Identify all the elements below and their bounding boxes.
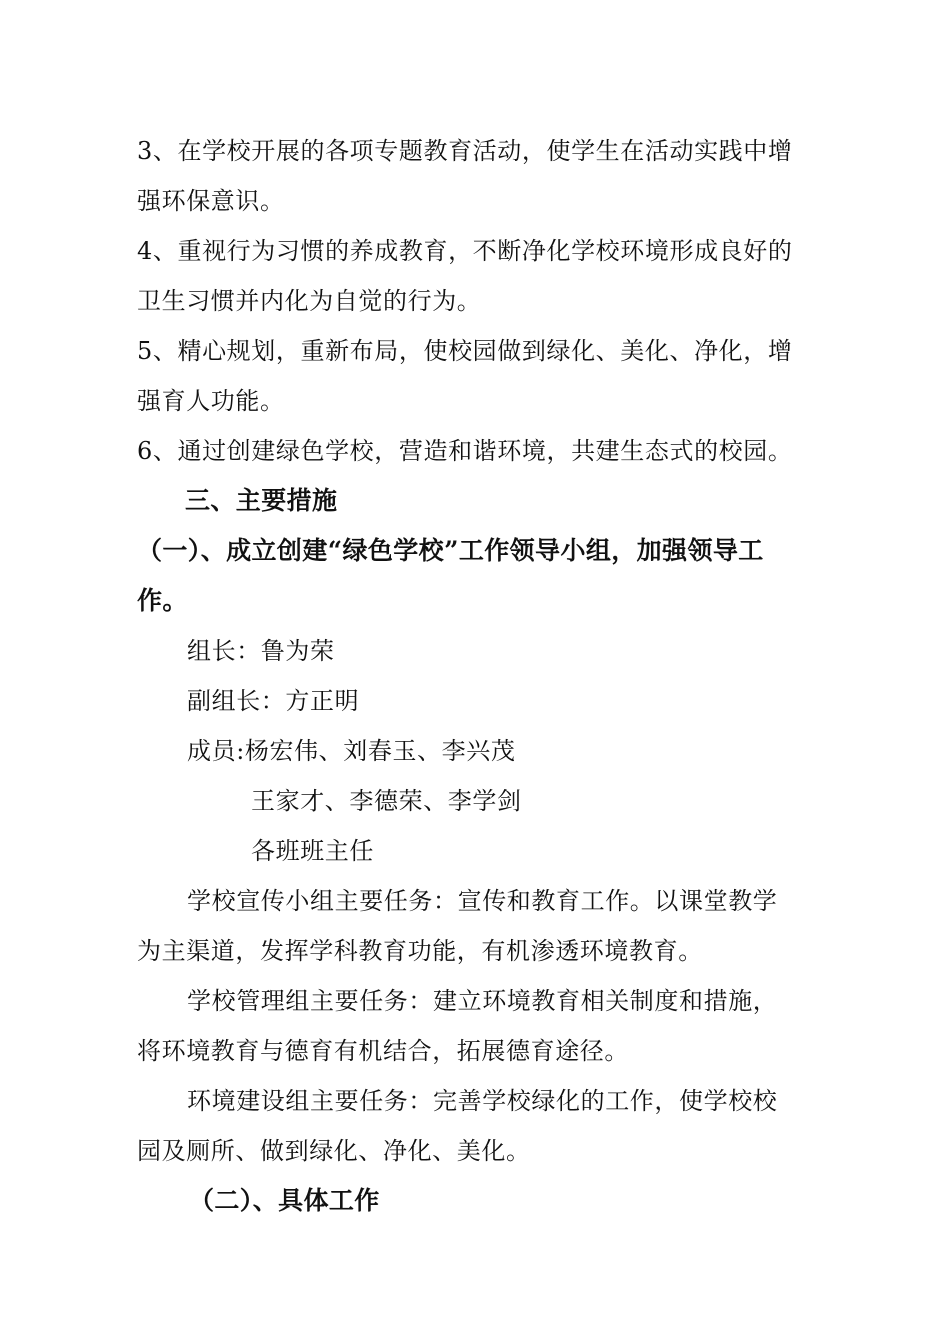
team-members-line-3: 各班班主任 [251,837,374,865]
item-4-line-2: 卫生习惯并内化为自觉的行为。 [137,287,482,315]
subsection-1-heading-line-2: 作。 [137,586,188,615]
publicity-group-line-1: 学校宣传小组主要任务：宣传和教育工作。以课堂教学 [187,887,778,915]
section-heading: 三、主要措施 [185,486,338,515]
construction-group-line-2: 园及厕所、做到绿化、净化、美化。 [137,1137,531,1165]
team-members-line-1: 成员:杨宏伟、刘春玉、李兴茂 [187,737,516,765]
publicity-group-line-2: 为主渠道，发挥学科教育功能，有机渗透环境教育。 [137,937,703,965]
subsection-1-heading-line-1: （一）、成立创建“绿色学校”工作领导小组，加强领导工 [137,536,764,565]
management-group-line-2: 将环境教育与德育有机结合，拓展德育途径。 [137,1037,629,1065]
team-members-line-2: 王家才、李德荣、李学剑 [251,787,522,815]
team-deputy-leader: 副组长：方正明 [187,687,360,715]
item-6-line-1: 6、通过创建绿色学校，营造和谐环境，共建生态式的校园。 [137,437,793,465]
item-3-line-2: 强环保意识。 [137,187,285,215]
item-4-line-1: 4、重视行为习惯的养成教育，不断净化学校环境形成良好的 [137,237,793,265]
management-group-line-1: 学校管理组主要任务：建立环境教育相关制度和措施， [187,987,778,1015]
construction-group-line-1: 环境建设组主要任务：完善学校绿化的工作，使学校校 [187,1087,778,1115]
item-3-line-1: 3、在学校开展的各项专题教育活动，使学生在活动实践中增 [137,137,793,165]
team-leader: 组长：鲁为荣 [187,637,335,665]
item-5-line-2: 强育人功能。 [137,387,285,415]
subsection-2-heading: （二）、具体工作 [189,1186,380,1215]
item-5-line-1: 5、精心规划，重新布局，使校园做到绿化、美化、净化，增 [137,337,793,365]
